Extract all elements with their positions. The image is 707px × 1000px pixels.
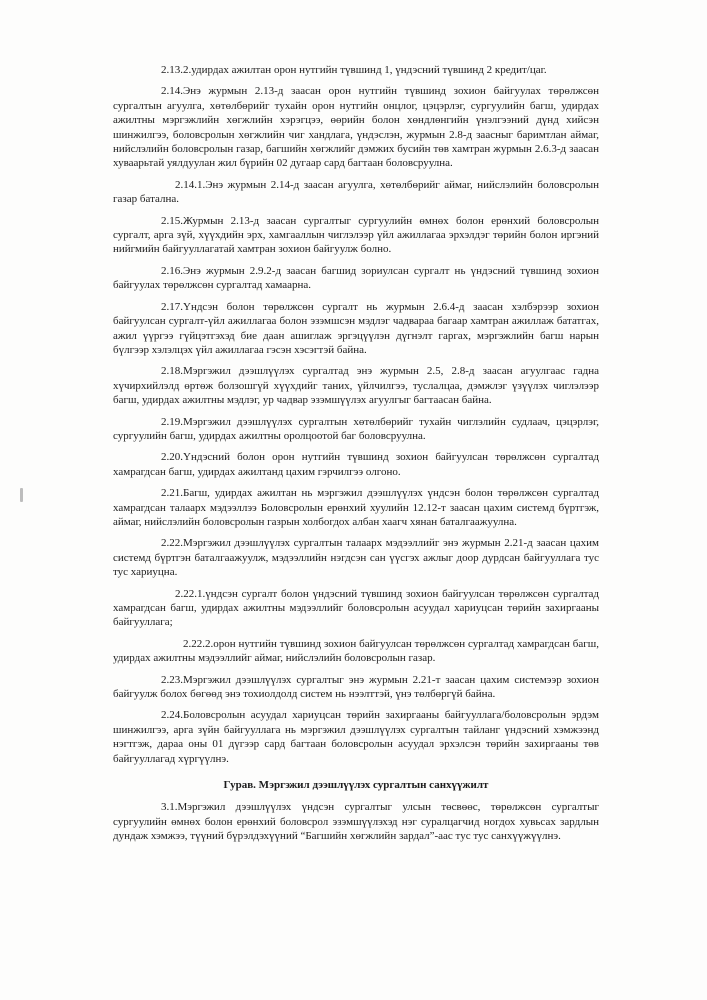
clause-2-21: 2.21.Багш, удирдах ажилтан нь мэргэжил дээшлүүлэх үндсэн болон төрөлжсөн сургалтад хамрагдсан талаарх мэдээллээ Боловсролын ерөнхий хуулийн 12.12-т заасан цахим системд бүртгэж, аймаг, нийслэлийн боловсролын газрын холбогдох албан хаагч хянан баталгаажуулна. [113,487,599,528]
scan-artifact-mark [20,488,23,502]
clause-2-23: 2.23.Мэргэжил дээшлүүлэх сургалтыг энэ журмын 2.21-т заасан цахим системээр зохион байгуулж болох бөгөөд энэ тохиолдолд систем нь нээлттэй, үнэ төлбөргүй байна. [113,673,599,701]
clause-2-14: 2.14.Энэ журмын 2.13-д заасан орон нутгийн түвшинд зохион байгуулах төрөлжсөн сургалтын агуулга, хөтөлбөрийг тухайн орон нутгийн онцлог, цэцэрлэг, сургуулийн багш, удирдах ажилтны мэргэжлийн хөгжлийн хэрэгцээ, өөрийн болон хөндлөнгийн үнэлгээний дүнд хийсэн шинжилгээ, боловсролын хөгжлийн чиг хандлага, үндэслэн, журмын 2.8-д заасныг баримтлан аймаг, нийслэлийн боловсролын газар, багшийн хөгжлийг дэмжих бусийн төв хамтран журмын 2.6.3-д заасан хуваарьтай уялдуулан жил бүрийн 02 дугаар сард багтаан боловсруулна. [113,85,599,170]
clause-2-22-1: 2.22.1.үндсэн сургалт болон үндэсний түвшинд зохион байгуулсан төрөлжсөн сургалтад хамрагдсан багш, удирдах ажилтны мэдээллийг боловсролын асуудал хариуцсан төрийн захиргааны байгууллага; [113,587,599,629]
clause-2-22-2: 2.22.2.орон нутгийн түвшинд зохион байгуулсан төрөлжсөн сургалтад хамрагдсан багш, удирдах ажилтны мэдээллийг аймаг, нийслэлийн боловсролын газар. [113,637,599,665]
clause-2-17: 2.17.Үндсэн болон төрөлжсөн сургалт нь журмын 2.6.4-д заасан хэлбэрээр зохион байгуулсан сургалт-үйл ажиллагаа болон эзэмшсэн мэдлэг чадвараа багаар хамтран ажиллаж бататгах, ажил үүргээ гүйцэтгэхэд бие даан ашиглаж эргэцүүлэн дүгнэлт гаргах, мэргэжлийн багш нарын бүлгээр хэлэлцэх үйл ажиллагаа гэсэн хэсэгтэй байна. [113,300,599,356]
clause-2-22: 2.22.Мэргэжил дээшлүүлэх сургалтын талаарх мэдээллийг энэ журмын 2.21-д заасан цахим системд бүртгэн баталгаажуулж, мэдээллийн нэгдсэн сан үүсгэх ажлыг доор дурдсан байгууллага тус тус хариуцна. [113,537,599,579]
clause-3-1: 3.1.Мэргэжил дээшлүүлэх үндсэн сургалтыг улсын төсвөөс, төрөлжсөн сургалтыг сургуулийн өмнөх болон ерөнхий боловсрол эзэмшүүлэхэд нэг суралцагчид ногдох хувьсах зардлын дундаж хэмжээ, түүний бүрэлдэхүүний “Багшийн хөгжлийн зардал”-аас тус тус санхүүжүүлнэ. [113,801,599,843]
clause-2-19: 2.19.Мэргэжил дээшлүүлэх сургалтын хөтөлбөрийг тухайн чиглэлийн судлаач, цэцэрлэг, сургуулийн багш, удирдах ажилтны оролцоотой баг боловсруулна. [113,415,599,442]
clause-2-16: 2.16.Энэ журмын 2.9.2-д заасан багшид зориулсан сургалт нь үндэсний түвшинд зохион байгуулах төрөлжсөн сургалтад хамаарна. [113,264,599,292]
section-heading: Гурав. Мэргэжил дээшлүүлэх сургалтын санхүүжилт [223,779,489,792]
clause-2-13-2: 2.13.2.удирдах ажилтан орон нутгийн түвшинд 1, үндэсний түвшинд 2 кредит/цаг. [161,64,547,76]
clause-2-20: 2.20.Үндэсний болон орон нутгийн түвшинд зохион байгуулсан төрөлжсөн сургалтад хамрагдсан багш, удирдах ажилтанд цахим гэрчилгээ олгоно. [113,451,599,478]
document-body [113,63,599,851]
clause-2-14-1: 2.14.1.Энэ журмын 2.14-д заасан агуулга, хөтөлбөрийг аймаг, нийслэлийн боловсролын газар батална. [113,178,599,206]
clause-2-18: 2.18.Мэргэжил дээшлүүлэх сургалтад энэ журмын 2.5, 2.8-д заасан агуулгаас гадна хүчирхийлэлд өртөж болзошгүй хүүхдийг таних, үйлчилгээ, туслалцаа, дэмжлэг үзүүлэх чиглэлээр багш, удирдах ажилтны мэдлэг, ур чадвар эзэмшүүлэх агуулгыг багтаасан байна. [113,365,599,407]
clause-2-24: 2.24.Боловсролын асуудал хариуцсан төрийн захиргааны байгууллага/боловсролын эрдэм шинжилгээ, арга зүйн байгууллага нь мэргэжил дээшлүүлэх сургалтын тайланг үндэсний хэмжээнд нэгтгэж, дараа оны 01 дүгээр сард багтаан боловсролын асуудал эрхэлсэн төрийн захиргааны төв байгууллагад хүргүүлнэ. [113,709,599,765]
clause-2-15: 2.15.Журмын 2.13-д заасан сургалтыг сургуулийн өмнөх болон ерөнхий боловсролын сургалт, арга зүй, хүүхдийн эрх, хамгааллын чиглэлээр үйл ажиллагаа эрхэлдэг төрийн болон иргэний нийгмийн байгууллагатай хамтран зохион байгуулж болно. [113,214,599,256]
